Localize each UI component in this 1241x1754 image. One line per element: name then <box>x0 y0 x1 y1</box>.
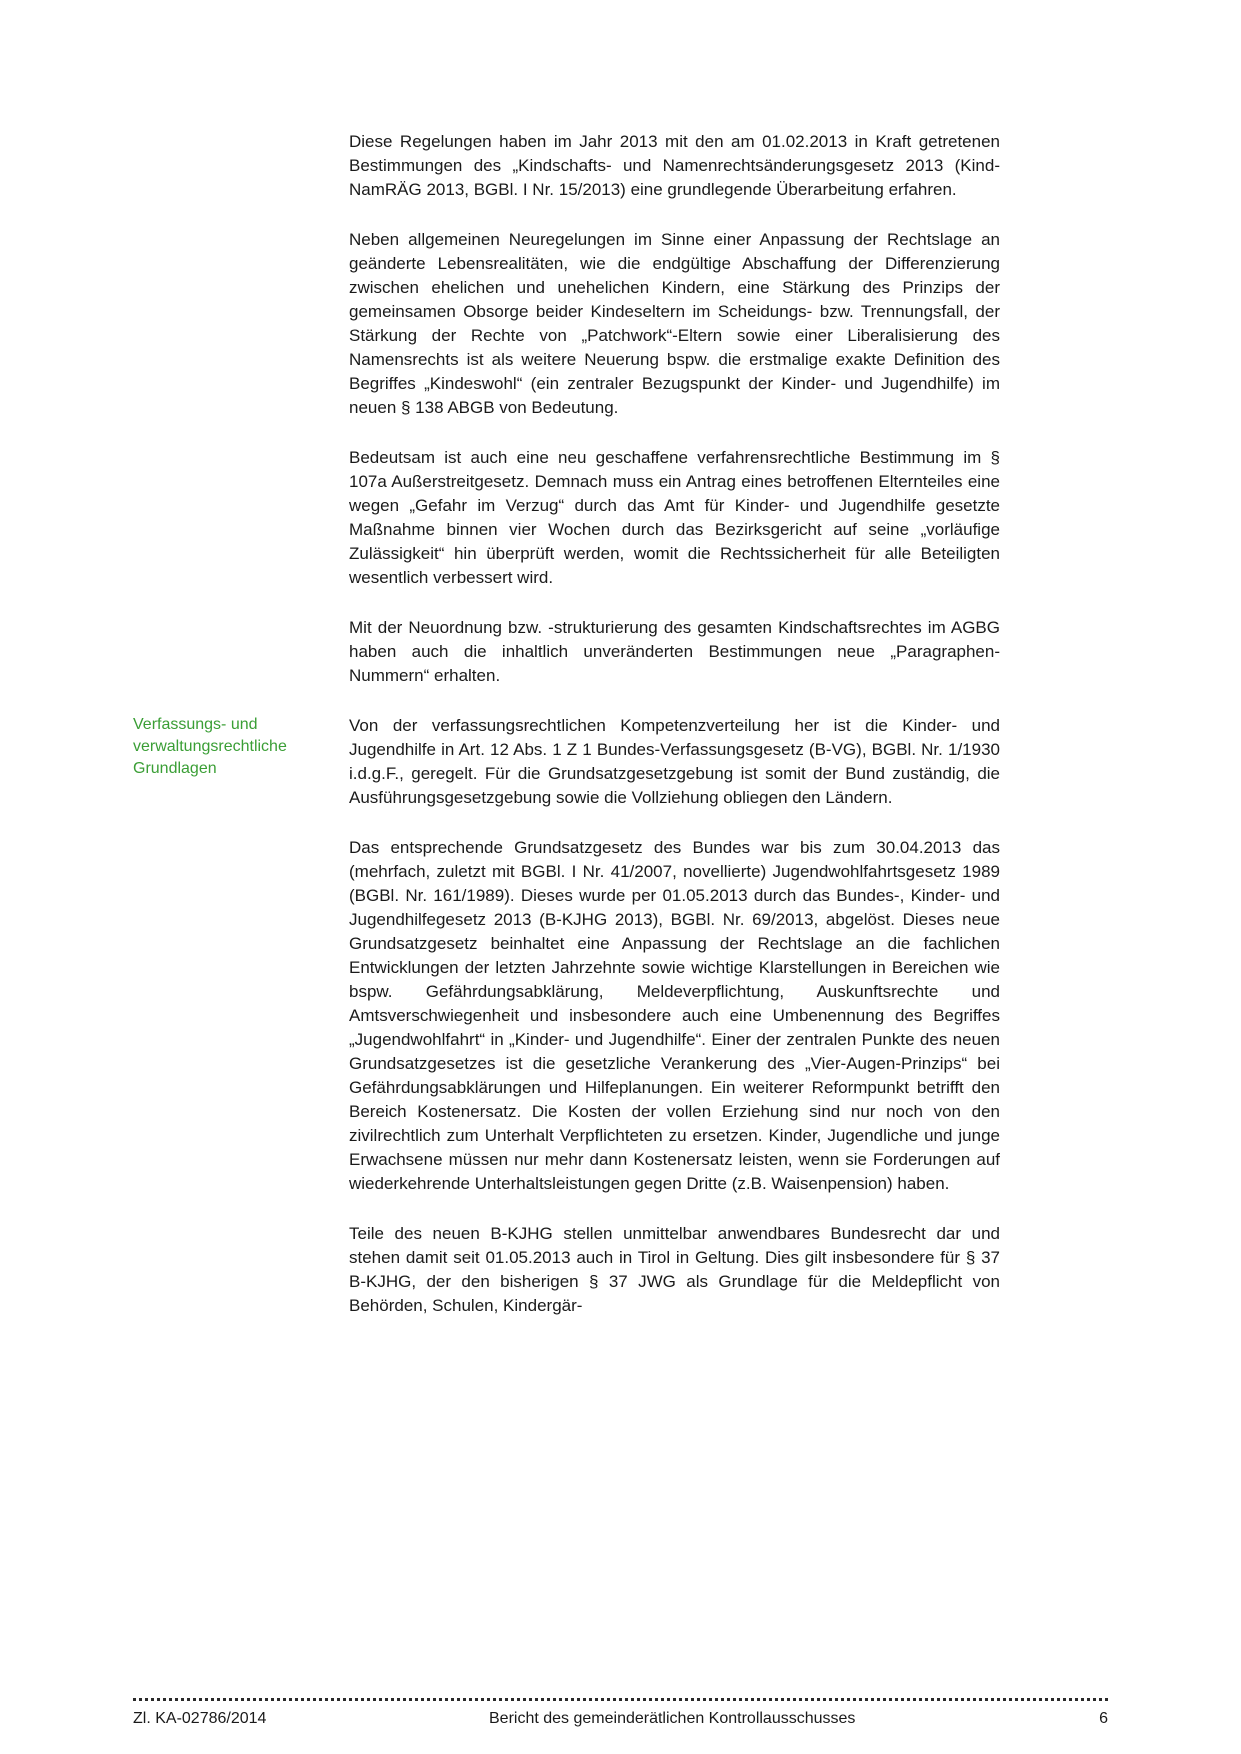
margin-label-spacer <box>133 836 349 1196</box>
paragraph: Mit der Neuordnung bzw. -strukturierung des gesamten Kindschaftsrechtes im AGBG haben auch die inhaltlich unveränderten Bestimmungen neue „Paragraphen-Nummern“ erhalten. <box>349 618 1000 685</box>
paragraph-block <box>133 836 1000 1196</box>
paragraph: Von der verfassungsrechtlichen Kompetenzverteilung her ist die Kinder- und Jugendhilfe in Art. 12 Abs. 1 Z 1 Bundes-Verfassungsgesetz (B-VG), BGBl. Nr. 1/1930 i.d.g.F., geregelt. Für die Grundsatzgesetzgebung ist somit der Bund zuständig, die Ausführungsgesetzgebung sowie die Vollziehung obliegen den Ländern. <box>349 716 1000 807</box>
paragraph-block <box>133 714 1000 810</box>
paragraph: Neben allgemeinen Neuregelungen im Sinne einer Anpassung der Rechtslage an geänderte Lebensrealitäten, wie die endgültige Abschaffung der Differenzierung zwischen ehelichen und unehelichen Kindern, eine Stärkung des Prinzips der gemeinsamen Obsorge beider Kindeseltern im Scheidungs- bzw. Trennungsfall, der Stärkung der Rechte von „Patchwork“-Eltern sowie einer Liberalisierung des Namensrechts ist als weitere Neuerung bspw. die erstmalige exakte Definition des Begriffes „Kindeswohl“ (ein zentraler Bezugspunkt der Kinder- und Jugendhilfe) im neuen § 138 ABGB von Bedeutung. <box>349 230 1000 417</box>
paragraph: Bedeutsam ist auch eine neu geschaffene verfahrensrechtliche Bestimmung im § 107a Außerstreitgesetz. Demnach muss ein Antrag eines betroffenen Elternteiles eine wegen „Gefahr im Verzug“ durch das Amt für Kinder- und Jugendhilfe gesetzte Maßnahme binnen vier Wochen durch das Bezirksgericht auf seine „vorläufige Zulässigkeit“ hin überprüft werden, womit die Rechtssicherheit für alle Beteiligten wesentlich verbessert wird. <box>349 448 1000 587</box>
page-footer <box>133 1698 1108 1728</box>
margin-note-constitutional-basis: Verfassungs- und verwaltungsrechtliche Grundlagen <box>133 716 287 777</box>
paragraph-block <box>133 616 1000 688</box>
page-content <box>133 130 1000 1344</box>
dotted-separator <box>133 1698 1108 1701</box>
paragraph: Teile des neuen B-KJHG stellen unmittelbar anwendbares Bundesrecht dar und stehen damit seit 01.05.2013 auch in Tirol in Geltung. Dies gilt insbesondere für § 37 B-KJHG, der den bisherigen § 37 JWG als Grundlage für die Meldepflicht von Behörden, Schulen, Kindergär- <box>349 1224 1000 1315</box>
margin-label-spacer <box>133 616 349 688</box>
footer-reference-number: Zl. KA-02786/2014 <box>133 1710 267 1727</box>
footer-row <box>133 1710 1108 1728</box>
margin-label-column <box>133 714 349 810</box>
footer-report-title: Bericht des gemeinderätlichen Kontrollausschusses <box>489 1710 856 1727</box>
paragraph: Diese Regelungen haben im Jahr 2013 mit den am 01.02.2013 in Kraft getretenen Bestimmungen des „Kindschafts- und Namenrechtsänderungsgesetz 2013 (Kind-NamRÄG 2013, BGBl. I Nr. 15/2013) eine grundlegende Überarbeitung erfahren. <box>349 132 1000 199</box>
footer-page-number: 6 <box>1099 1710 1108 1727</box>
paragraph-block <box>133 130 1000 202</box>
paragraph-block <box>133 446 1000 590</box>
margin-label-spacer <box>133 446 349 590</box>
margin-label-spacer <box>133 130 349 202</box>
paragraph: Das entsprechende Grundsatzgesetz des Bundes war bis zum 30.04.2013 das (mehrfach, zuletzt mit BGBl. I Nr. 41/2007, novellierte) Jugendwohlfahrtsgesetz 1989 (BGBl. Nr. 161/1989). Dieses wurde per 01.05.2013 durch das Bundes-, Kinder- und Jugendhilfegesetz 2013 (B-KJHG 2013), BGBl. Nr. 69/2013, abgelöst. Dieses neue Grundsatzgesetz beinhaltet eine Anpassung der Rechtslage an die fachlichen Entwicklungen der letzten Jahrzehnte sowie wichtige Klarstellungen in Bereichen wie bspw. Gefährdungsabklärung, Meldeverpflichtung, Auskunftsrechte und Amtsverschwiegenheit und insbesondere auch eine Umbenennung des Begriffes „Jugendwohlfahrt“ in „Kinder- und Jugendhilfe“. Einer der zentralen Punkte des neuen Grundsatzgesetzes ist die gesetzliche Verankerung des „Vier-Augen-Prinzips“ bei Gefährdungsabklärungen und Hilfeplanungen. Ein weiterer Reformpunkt betrifft den Bereich Kostenersatz. Die Kosten der vollen Erziehung sind nur noch von den zivilrechtlich zum Unterhalt Verpflichteten zu ersetzen. Kinder, Jugendliche und junge Erwachsene müssen nur mehr dann Kostenersatz leisten, wenn sie Forderungen auf wiederkehrende Unterhaltsleistungen gegen Dritte (z.B. Waisenpension) haben. <box>349 838 1000 1193</box>
paragraph-block <box>133 228 1000 420</box>
margin-label-spacer <box>133 1222 349 1318</box>
paragraph-block <box>133 1222 1000 1318</box>
margin-label-spacer <box>133 228 349 420</box>
